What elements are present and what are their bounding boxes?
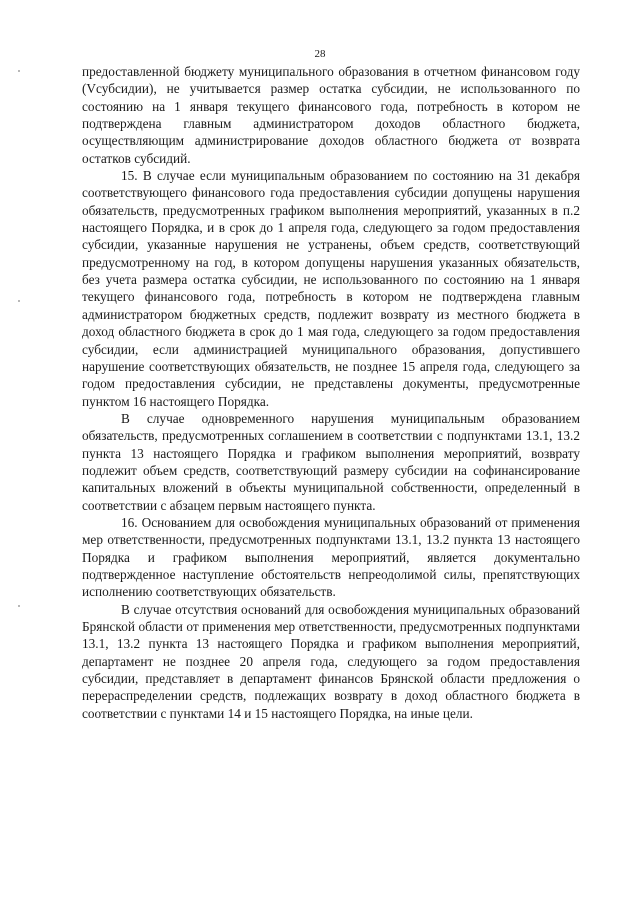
margin-mark [18, 70, 20, 72]
paragraph-simultaneous-violation: В случае одновременного нарушения муниципальным образованием обязательств, предусмотренных соглашением в соответствии с подпунктами 13.1, 13.2 пункта 13 настоящего Порядка и графиком выполнения мероприятий, возврату подлежит объем средств, соответствующий размеру субсидии на софинансирование капитальных вложений в объекты муниципальной собственности, определенный в соответствии с абзацем первым настоящего пункта. [82, 410, 580, 513]
paragraph-no-grounds: В случае отсутствия оснований для освобождения муниципальных образований Брянской области от применения мер ответственности, предусмотренных подпунктами 13.1, 13.2 пункта 13 настоящего Порядка и графиком выполнения мероприятий, департамент не позднее 20 апреля года, следующего за годом предоставления субсидии, представляет в департамент финансов Брянской области предложения о перераспределении средств, подлежащих возврату в доход областного бюджета в соответствии с пунктами 14 и 15 настоящего Порядка, на иные цели. [82, 601, 580, 721]
document-body [82, 63, 580, 722]
page-number: 28 [314, 48, 326, 60]
margin-mark [18, 605, 20, 607]
margin-mark [18, 300, 20, 302]
paragraph-clause-15: 15. В случае если муниципальным образованием по состоянию на 31 декабря соответствующего финансового года предоставления субсидии допущены нарушения обязательств, предусмотренных графиком выполнения мероприятий, указанных в п.2 настоящего Порядка, и в срок до 1 апреля года, следующего за годом предоставления субсидии, указанные нарушения не устранены, объем средств, соответствующий предусмотренному на год, в котором допущены нарушения указанных обязательств, без учета размера остатка субсидии, не использованного по состоянию на 1 января текущего финансового года, потребность в котором не подтверждена главным администратором бюджетных средств, подлежит возврату из местного бюджета в доход областного бюджета в срок до 1 мая года, следующего за годом предоставления субсидии, если администрацией муниципального образования, допустившего нарушение соответствующих обязательств, не позднее 15 апреля года, следующего за годом предоставления субсидии, не представлены документы, предусмотренные пунктом 16 настоящего Порядка. [82, 168, 580, 409]
paragraph-clause-16: 16. Основанием для освобождения муниципальных образований от применения мер ответственности, предусмотренных подпунктами 13.1, 13.2 пункта 13 настоящего Порядка и графиком выполнения мероприятий, является документально подтвержденное наступление обстоятельств непреодолимой силы, препятствующих исполнению соответствующих обязательств. [82, 514, 580, 600]
paragraph-continuation: предоставленной бюджету муниципального образования в отчетном финансовом году (Vсубсидии), не учитывается размер остатка субсидии, не использованного по состоянию на 1 января текущего финансового года, потребность в котором не подтверждена главным администратором доходов областного бюджета, осуществляющим администрирование доходов областного бюджета от возврата остатков субсидий. [82, 64, 580, 166]
